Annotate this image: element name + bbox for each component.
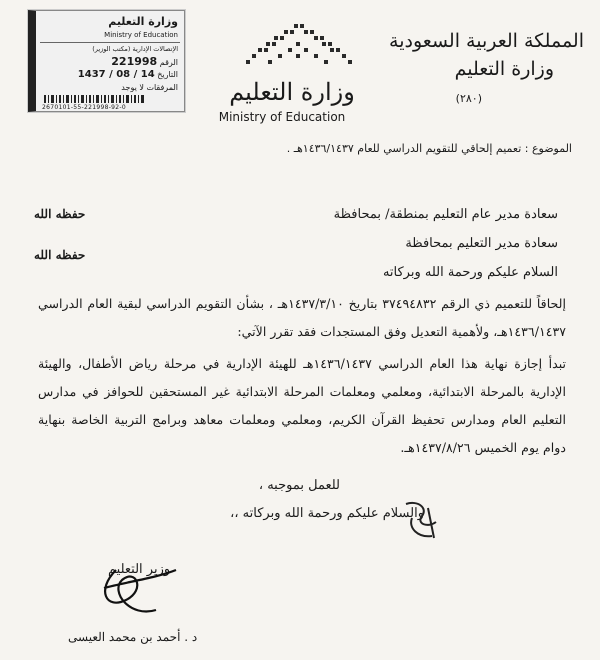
closing-salam: والسلام عليكم ورحمة الله وبركاته ،، xyxy=(230,506,424,521)
stamp-date-label: التاريخ xyxy=(157,70,178,79)
ministry-title: وزارة التعليم xyxy=(454,58,554,80)
reference-number: (٢٨٠) xyxy=(455,92,482,105)
greeting-1: حفظه الله xyxy=(34,207,86,221)
signature-title: وزير التعليم xyxy=(108,562,171,577)
barcode-icon xyxy=(44,95,164,103)
stamp-attach-value: لا يوجد xyxy=(121,83,144,92)
stamp-dept: الإتصالات الإدارية (مكتب الوزير) xyxy=(92,45,178,53)
stamp-number-label: الرقم xyxy=(159,58,178,67)
stamp-number: 221998 xyxy=(111,55,158,68)
recipient-line-1: سعادة مدير عام التعليم بمنطقة/ بمحافظة xyxy=(333,207,558,222)
subject-line: الموضوع : تعميم إلحاقي للتقويم الدراسي للعام ١٤٣٦/١٤٣٧هـ . xyxy=(286,142,572,155)
kingdom-title: المملكة العربية السعودية xyxy=(389,30,584,52)
logo-english: Ministry of Education xyxy=(218,110,346,124)
recipient-line-2: سعادة مدير التعليم بمحافظة xyxy=(405,236,558,251)
paragraph-decision: تبدأ إجازة نهاية هذا العام الدراسي ١٤٣٦/١٤٣٧هـ للهيئة الإدارية في مرحلة رياض الأطفال، والهيئة الإدارية بالمرحلة الابتدائية، ومعلمي ومعلمات المرحلة الابتدائية غير المستحقين للحوافز في مدارس التعليم العام ومدارس تحفيظ القرآن الكريم، ومعلمي ومعلمات معاهد وبرامج التربية الخاصة بنهاية دوام يوم الخميس ١٤٣٧/٨/٢٦هـ. xyxy=(38,356,566,455)
closing-work: للعمل بموجبه ، xyxy=(258,478,340,493)
initials-signature-icon xyxy=(398,498,444,544)
stamp-attach-label: المرفقات xyxy=(146,83,178,92)
signatory-name: د . أحمد بن محمد العيسى xyxy=(68,630,198,644)
signature-icon xyxy=(86,560,186,624)
stamp-date: 1437 / 08 / 14 xyxy=(77,69,155,80)
stamp-ministry-en: Ministry of Education xyxy=(104,31,178,39)
salam-line: السلام عليكم ورحمة الله وبركاته xyxy=(382,265,558,280)
greeting-2: حفظه الله xyxy=(34,248,86,262)
logo-arabic: وزارة التعليم xyxy=(229,78,355,106)
stamp-barcode-number: 2670101-55-221998-92-0 xyxy=(42,104,126,111)
stamp-ministry: وزارة التعليم xyxy=(108,15,178,28)
incoming-stamp xyxy=(28,10,185,112)
paragraph-intro: إلحاقاً للتعميم ذي الرقم ٣٧٤٩٤٨٣٢ بتاريخ ١٤٣٧/٣/١٠هـ ، بشأن التقويم الدراسي لبقية العام الدراسي ١٤٣٦/١٤٣٧هـ، ولأهمية التعديل وفق المستجدات فقد تقرر الآتي: xyxy=(38,296,566,339)
ministry-logo-icon xyxy=(244,22,354,72)
